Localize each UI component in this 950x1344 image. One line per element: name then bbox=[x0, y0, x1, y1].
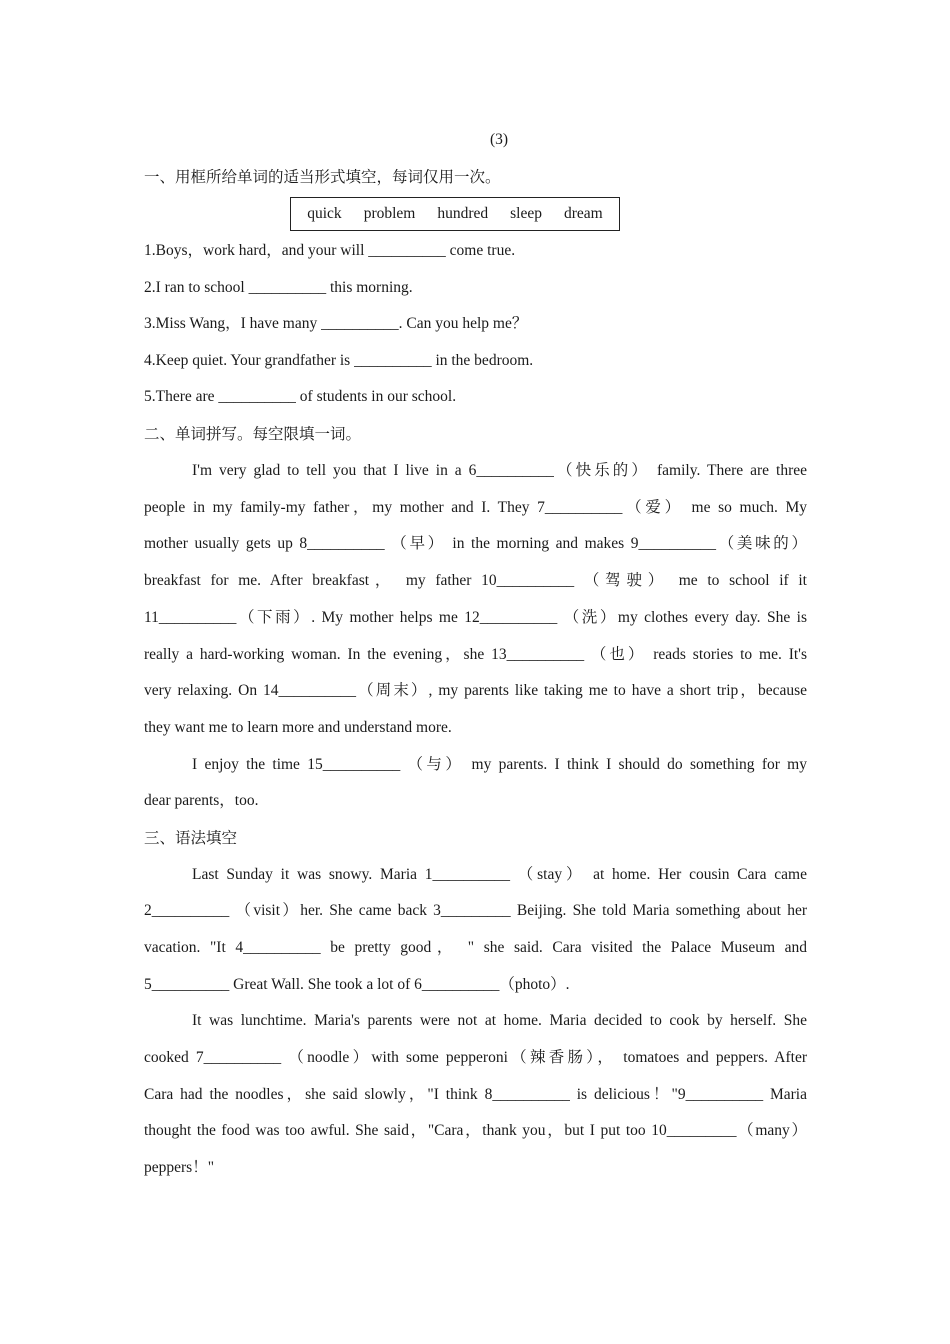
question-item: 1.Boys，work hard，and your will __________ come true. bbox=[144, 242, 516, 259]
word-box-item: sleep bbox=[510, 205, 542, 222]
question-item: 5.There are __________ of students in our school. bbox=[144, 388, 457, 405]
passage-line: really a hard-working woman. In the evening，she 13__________ （也） reads stories to me. It's bbox=[144, 646, 807, 663]
word-box-item: problem bbox=[363, 205, 416, 222]
passage-line: people in my family-my father，my mother and I. They 7__________（爱） me so much. My bbox=[144, 499, 807, 516]
question-item: 4.Keep quiet. Your grandfather is __________ in the bedroom. bbox=[144, 352, 534, 369]
question-item: 3.Miss Wang，I have many __________. Can you help me？ bbox=[144, 315, 528, 332]
passage-line: very relaxing. On 14__________（周末）, my parents like taking me to have a short trip，because bbox=[144, 682, 807, 699]
section3-heading: 三、语法填空 bbox=[144, 829, 238, 847]
passage-line: breakfast for me. After breakfast， my father 10__________ （驾驶） me to school if it bbox=[144, 572, 807, 589]
passage-line: 11__________（下雨）. My mother helps me 12__________ （洗）my clothes every day. She is bbox=[144, 609, 807, 626]
passage-line: cooked 7__________ （noodle）with some pepperoni（辣香肠）， tomatoes and peppers. After bbox=[144, 1049, 807, 1066]
word-box-item: quick bbox=[307, 205, 342, 222]
word-box bbox=[290, 197, 620, 231]
passage-line: peppers！" bbox=[144, 1159, 215, 1176]
question-item: 2.I ran to school __________ this morning. bbox=[144, 279, 413, 296]
passage-line: I'm very glad to tell you that I live in a 6__________（快乐的） family. There are three bbox=[192, 462, 807, 479]
section2-heading: 二、单词拼写。每空限填一词。 bbox=[144, 425, 362, 443]
word-box-item: hundred bbox=[437, 205, 489, 222]
word-box-item: dream bbox=[564, 205, 603, 222]
passage-line: Cara had the noodles，she said slowly，"I think 8__________ is delicious！"9__________ Maria bbox=[144, 1086, 807, 1103]
passage-line: thought the food was too awful. She said，"Cara，thank you，but I put too 10_________（many） bbox=[144, 1122, 807, 1139]
passage-line: dear parents，too. bbox=[144, 792, 259, 809]
passage-line: 5__________ Great Wall. She took a lot of 6__________（photo）. bbox=[144, 976, 570, 993]
passage-line: Last Sunday it was snowy. Maria 1__________ （stay） at home. Her cousin Cara came bbox=[192, 866, 807, 883]
page-number: (3) bbox=[489, 131, 509, 148]
passage-line: It was lunchtime. Maria's parents were not at home. Maria decided to cook by herself. She bbox=[192, 1012, 807, 1029]
passage-line: they want me to learn more and understand more. bbox=[144, 719, 452, 736]
passage-line: I enjoy the time 15__________ （与） my parents. I think I should do something for my bbox=[192, 756, 807, 773]
section1-heading: 一、用框所给单词的适当形式填空，每词仅用一次。 bbox=[144, 168, 501, 186]
passage-line: 2__________ （visit）her. She came back 3_________ Beijing. She told Maria something about her bbox=[144, 902, 807, 919]
passage-line: vacation. "It 4__________ be pretty good， " she said. Cara visited the Palace Museum and bbox=[144, 939, 807, 956]
passage-line: mother usually gets up 8__________ （早） in the morning and makes 9__________（美味的） bbox=[144, 535, 807, 552]
